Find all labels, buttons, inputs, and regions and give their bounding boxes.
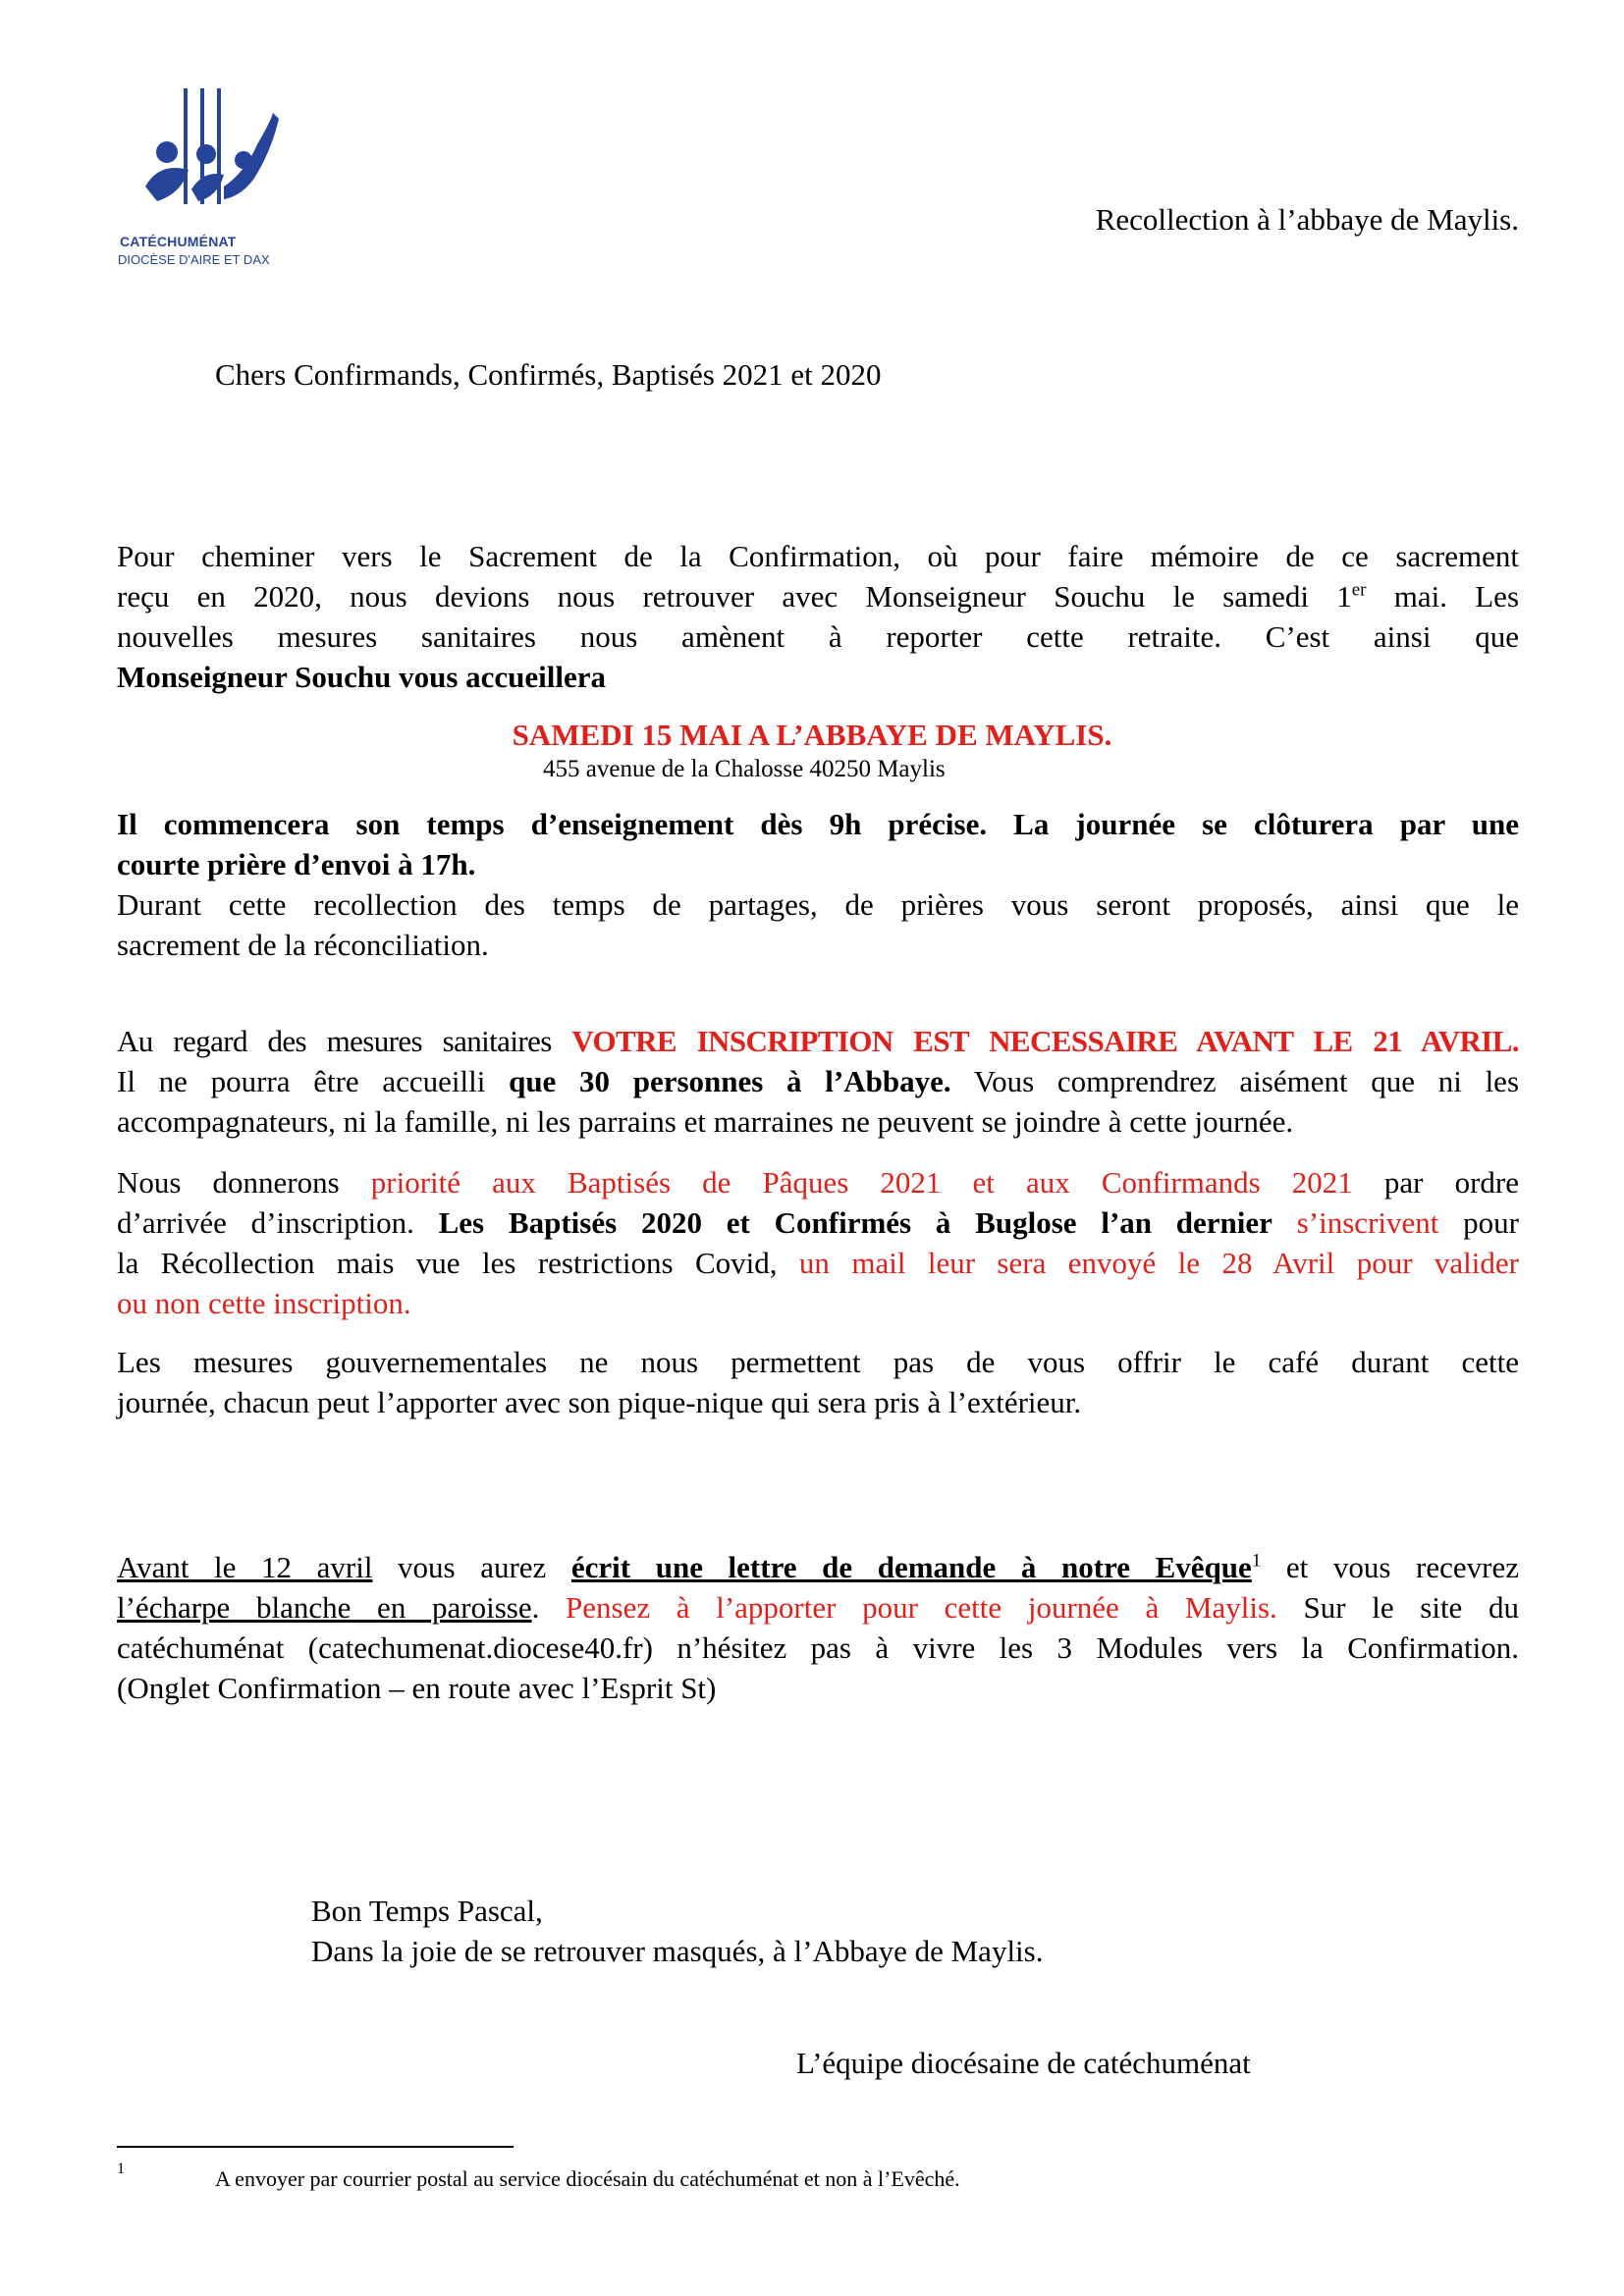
white-scarf: l’écharpe blanche en paroisse [117,1590,532,1625]
priority-groups: priorité aux Baptisés de Pâques 2021 et aux Confirmands 2021 [370,1165,1353,1200]
signature: L’équipe diocésaine de catéchuménat [796,2046,1251,2080]
priority-line-2-text: d’arrivée d’inscription. [117,1205,439,1240]
priority-paragraph [117,1162,1519,1323]
footnote-number: 1 [117,2161,125,2177]
priority-line-3-text: la Récollection mais vue les restrictions Covid, [117,1246,799,1280]
letter-line-2 [117,1587,1519,1628]
intro-line-2 [117,576,1519,616]
letter-line-2-end: Sur le site du [1276,1590,1519,1625]
priority-line-1 [117,1162,1519,1202]
validation-mail-notice: un mail leur sera envoyé le 28 Avril pour valider [798,1246,1519,1280]
priority-line-3 [117,1243,1519,1283]
capacity-limit: que 30 personnes à l’Abbaye. [509,1064,951,1098]
priority-line-2 [117,1202,1519,1243]
logo-diocese: DIOCÈSE D'AIRE ET DAX [118,252,270,267]
intro-line-2-end: mai. Les [1366,579,1520,614]
letter-deadline: Avant le 12 avril [117,1550,373,1584]
logo-name: CATÉCHUMÉNAT [120,234,237,249]
coffee-line-1: Les mesures gouvernementales ne nous permettent pas de vous offrir le café durant cette [117,1345,1519,1379]
schedule-line-3: Durant cette recollection des temps de partages, de prières vous seront proposés, ainsi que le [117,887,1519,922]
letter-line-1-end: et vous recevrez [1261,1550,1519,1584]
letter-line-1-text: vous aurez [372,1550,571,1584]
priority-line-4: ou non cette inscription. [117,1286,411,1320]
letter-paragraph [117,1547,1519,1708]
schedule-line-4: sacrement de la réconciliation. [117,928,489,962]
letter-line-1 [117,1547,1519,1587]
intro-line-2-text: reçu en 2020, nous devions nous retrouver avec Monseigneur Souchu le samedi 1 [117,579,1352,614]
schedule-line-2: courte prière d’envoi à 17h. [117,847,476,881]
registration-line-2-end: Vous comprendrez aisément que ni les [950,1064,1520,1098]
intro-line-1: Pour cheminer vers le Sacrement de la Confirmation, où pour faire mémoire de ce sacrement [117,539,1519,573]
letter-subject: Recollection à l’abbaye de Maylis. [1095,202,1519,237]
register-verb: s’inscrivent [1272,1205,1439,1240]
footnote-reference: 1 [1251,1550,1262,1572]
intro-paragraph [117,536,1519,697]
event-date-place: SAMEDI 15 MAI A L’ABBAYE DE MAYLIS. [512,718,1112,752]
intro-line-3: nouvelles mesures sanitaires nous amènent à reporter cette retraite. C’est ainsi que [117,619,1519,654]
event-address: 455 avenue de la Chalosse 40250 Maylis [543,756,946,782]
coffee-paragraph [117,1342,1519,1422]
registration-paragraph [117,1021,1519,1142]
priority-line-1-text: Nous donnerons [117,1165,371,1200]
coffee-line-2: journée, chacun peut l’apporter avec son pique-nique qui sera pris à l’extérieur. [117,1385,1082,1419]
registration-line-2-text: Il ne pourra être accueilli [117,1064,510,1098]
catechumenat-emblem-icon [108,83,304,231]
closing-line-1: Bon Temps Pascal, [311,1894,543,1928]
closing-block [311,1891,1043,1971]
catechumenat-logo [108,83,304,280]
registration-line-1 [117,1021,1519,1061]
salutation: Chers Confirmands, Confirmés, Baptisés 2021 et 2020 [215,357,882,392]
letter-line-4: (Onglet Confirmation – en route avec l’Esprit St) [117,1671,717,1705]
footnote-text: A envoyer par courrier postal au service diocésain du catéchuménat et non à l’Evêché. [215,2166,960,2191]
registration-line-3: accompagnateurs, ni la famille, ni les parrains et marraines ne peuvent se joindre à cette journée. [117,1104,1294,1139]
schedule-paragraph [117,804,1519,965]
registration-deadline: VOTRE INSCRIPTION EST NECESSAIRE AVANT LE 21 AVRIL. [571,1024,1519,1058]
secondary-groups: Les Baptisés 2020 et Confirmés à Buglose l’an dernier [438,1205,1272,1240]
priority-line-1-end: par ordre [1352,1165,1519,1200]
footnote-separator [117,2146,514,2148]
registration-line-1-text: Au regard des mesures sanitaires [117,1024,572,1058]
letter-line-2-sep: . [531,1590,567,1625]
bring-scarf-reminder: Pensez à l’apporter pour cette journée à Maylis. [566,1590,1277,1625]
letter-line-3: catéchuménat (catechumenat.diocese40.fr) n’hésitez pas à vivre les 3 Modules vers la Confirmation. [117,1630,1519,1665]
intro-line-4: Monseigneur Souchu vous accueillera [117,660,607,694]
letter-request: écrit une lettre de demande à notre Evêque [570,1550,1252,1584]
closing-line-2: Dans la joie de se retrouver masqués, à l’Abbaye de Maylis. [311,1934,1044,1968]
priority-line-2-end: pour [1438,1205,1519,1240]
registration-line-2 [117,1061,1519,1101]
ordinal-superscript: er [1351,579,1367,601]
schedule-line-1: Il commencera son temps d’enseignement dès 9h précise. La journée se clôturera par une [117,807,1519,841]
